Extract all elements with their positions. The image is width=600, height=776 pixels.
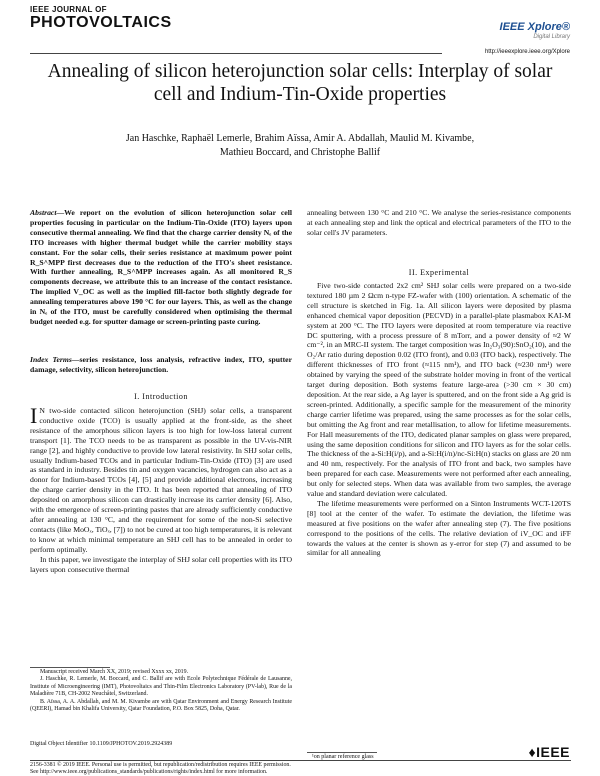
footnote-rule-right [307, 752, 377, 753]
xplore-logo [500, 22, 570, 40]
copyright-notice [30, 762, 450, 776]
section-heading-introduction: I. Introduction [134, 392, 188, 401]
copyright-line2[interactable]: See http://www.ieee.org/publications_standards/publications/rights/index.html for more information. [30, 769, 268, 775]
footnote-affil2: B. Aïssa, A. A. Abdallah, and M. M. Kivambe are with Qatar Environment and Energy Research Institute (QEERI), Hamad bin Khalifa University, Qatar Foundation, P.O. Box 5825, Doha, Qatar. [30, 698, 292, 713]
exp-para2: The lifetime measurements were performed on a Sinton Instruments WCT-120TS [8] tool at the center of the wafer. To estimate the deviation, the lifetime was measured at five positions on the wafer after annealing step (7). The five positions correspond to the positions of the cells. The relative deviation of iV_OC and iFF towards the values at the center is shown as y-error for step (7) and assumed to be similar for all annealing [307, 498, 571, 558]
journal-masthead [30, 6, 172, 31]
dropcap: I [30, 403, 38, 428]
authors-line1: Jan Haschke, Raphaël Lemerle, Brahim Aïssa, Amir A. Abdallah, Maulid M. Kivambe, [125, 133, 475, 144]
authors-line2: Mathieu Boccard, and Christophe Ballif [219, 147, 381, 158]
xplore-sub: Digital Library [533, 34, 570, 40]
abstract-text: We report on the evolution of silicon heterojunction solar cell properties focusing in particular on the Indium-Tin-Oxide (ITO) layers upon consecutive thermal annealing. We find that the charge carrier density Nₑ of the ITO increases with higher thermal budget while the carrier mobility stays constant. For the solar cells, their series resistance at maximum power point R_S^MPP first decreases due to the reduction of the ITO's sheet resistance. With further annealing, R_S^MPP increases again. As all monitored R_S components decrease, we attribute this to an increase of the contact resistance. The implied V_OC as well as the implied fill-factor both slightly degrade for annealing temperatures above 190 °C for our layers. This, as well as the change in Nₑ of the ITO, must be carefully considered when optimising the thermal budget needed e.g. for sputter damage or screen-printing paste curing. [30, 208, 292, 326]
copyright-line1: 2156-3381 © 2019 IEEE. Personal use is permitted, but republication/redistribution requires IEEE permission. [30, 762, 291, 768]
index-terms-label: Index Terms— [30, 355, 80, 364]
introduction-continued: annealing between 130 °C and 210 °C. We analyse the series-resistance components at each annealing step and link the optical and electrical parameters of the ITO to the solar cell's JV parameters. [307, 208, 571, 237]
intro-para1: N two-side contacted silicon heterojunction (SHJ) solar cells, a transparent conductive oxide (TCO) is usually applied at the front-side, as the sheet resistance of the amorphous silicon layers is too high for low-loss lateral current transport [1]. The TCO needs to be as transparent as possible in the UV-vis-NIR range [2], and highly conductive to provide low lateral resistivity. In SHJ solar cells, usually Indium-based TCOs and in particular Indium-Tin-Oxide (ITO) [3] are used as standard in industry. Besides tin and oxygen vacancies, hydrogen can also act as a donor for Indium-based TCOs [4], [5] and provide additional electrons, increasing the charge carrier density in the ITO. It has been reported that annealing of ITO deposited on amorphous silicon can drastically increase its carrier density [6]. Also, with the emergence of screen-printing pastes that are already sufficiently conductive after annealing at 130 °C, and the requirement for some of the non-Si selective contacts (like MoOₓ, TiOₓ, [7]) to not be cured at too high temperatures, it is relevant to know at which minimal temperature an SHJ cell has to be annealed in order to perform optimally. [30, 406, 292, 554]
intro-para2: In this paper, we investigate the interplay of SHJ solar cell properties with its ITO layers upon consecutive thermal [30, 554, 292, 574]
header-rule [30, 53, 442, 54]
footnote-planar-glass: ¹on planar reference glass [312, 754, 374, 760]
xplore-url[interactable]: http://ieeexplore.ieee.org/Xplore [484, 49, 570, 55]
journal-line1: IEEE JOURNAL OF [30, 5, 107, 14]
abstract-label: Abstract— [30, 208, 65, 217]
journal-line2: PHOTOVOLTAICS [30, 14, 172, 31]
index-terms-text: series resistance, loss analysis, refractive index, ITO, sputter damage, selectivity, silicon heterojunction. [30, 355, 292, 374]
doi-line: Digital Object Identifier 10.1109/JPHOTOV.2019.2924389 [30, 741, 173, 747]
section-heading-experimental: II. Experimental [408, 268, 470, 277]
exp-para1: Five two-side contacted 2x2 cm² SHJ solar cells were prepared on a two-side textured 180 µm 2 Ωcm n-type FZ-wafer with (100) orientation. A schematic of the cell structure is sketched in Fig. 1a. All silicon layers were deposited by plasma enhanced chemical vapor deposition (PECVD) in a parallel-plate plasmabox KAI-M system at 200 °C. The ITO layers were deposited at room temperature via reactive DC sputtering, with a process pressure of 8 mTorr, and a power density of ≈2 W cm⁻², in an MRC-II system. The target composition was In₂O₃(90):SnO₂(10), and the O₂/Ar ratio during depostion 0.02 (ITO front), and 0.03 (ITO back), respectively. The different thicknesses of ITO front (≈115 nm¹), and ITO back (≈230 nm¹) were obtained by varying the speed of the substrate holder moving in front of the vertical target during deposition. Both systems feature large-area (>30 cm × 30 cm) deposition. At the rear side, a Ag layer is sputtered, and on the front side a Ag grid is screen-printed. Additionally, a specific sample for the measurement of the minority charge carrier lifetime was prepared, using the same processes as for the solar cells, but omitting the Ag front and rear metallisation, to allow for lifetime measurements. For Hall measurements of the ITO, dedicated planar samples on glass were prepared, using the same deposition conditions for silicon and ITO layers as for the solar cells. The thickness of the a-Si:H(i/p), and a-Si:H(i/n)/nc-Si:H(n) stacks on glass are 20 nm and 40 nm, respectively. For the analysis of ITO front and back, two samples have been prepared for each case. Measurements were not performed after each annealing, but only for selected steps. When data was available from two samples, the average value and standard deviation were calculated. [307, 281, 571, 499]
footnotes [30, 669, 292, 713]
paper-title: Annealing of silicon heterojunction solar cells: Interplay of solar cell and Indium-Tin-Oxide properties [47, 61, 553, 105]
ieee-logo: ♦IEEE [528, 744, 570, 760]
introduction-body [30, 403, 292, 574]
xplore-name: IEEE Xplore® [499, 21, 570, 33]
footer-rule [30, 760, 571, 761]
footnote-received: Manuscript received March XX, 2019; revised Xxxx xx, 2019. [40, 669, 189, 675]
footnote-affil1: J. Haschke, R. Lemerle, M. Boccard, and C. Ballif are with Ecole Polytechnique Fédérale de Lausanne, Institute of Microengineering (IMT), Photovoltaics and Thin-Film Electronics Laboratory (PV-lab), Rue de la Maladière 71B, CH-2002 Neuchâtel, Switzerland. [30, 676, 292, 698]
experimental-body [307, 281, 571, 558]
index-terms [30, 355, 292, 375]
abstract [30, 208, 292, 327]
footnote-rule [30, 667, 110, 668]
author-list [60, 132, 540, 160]
